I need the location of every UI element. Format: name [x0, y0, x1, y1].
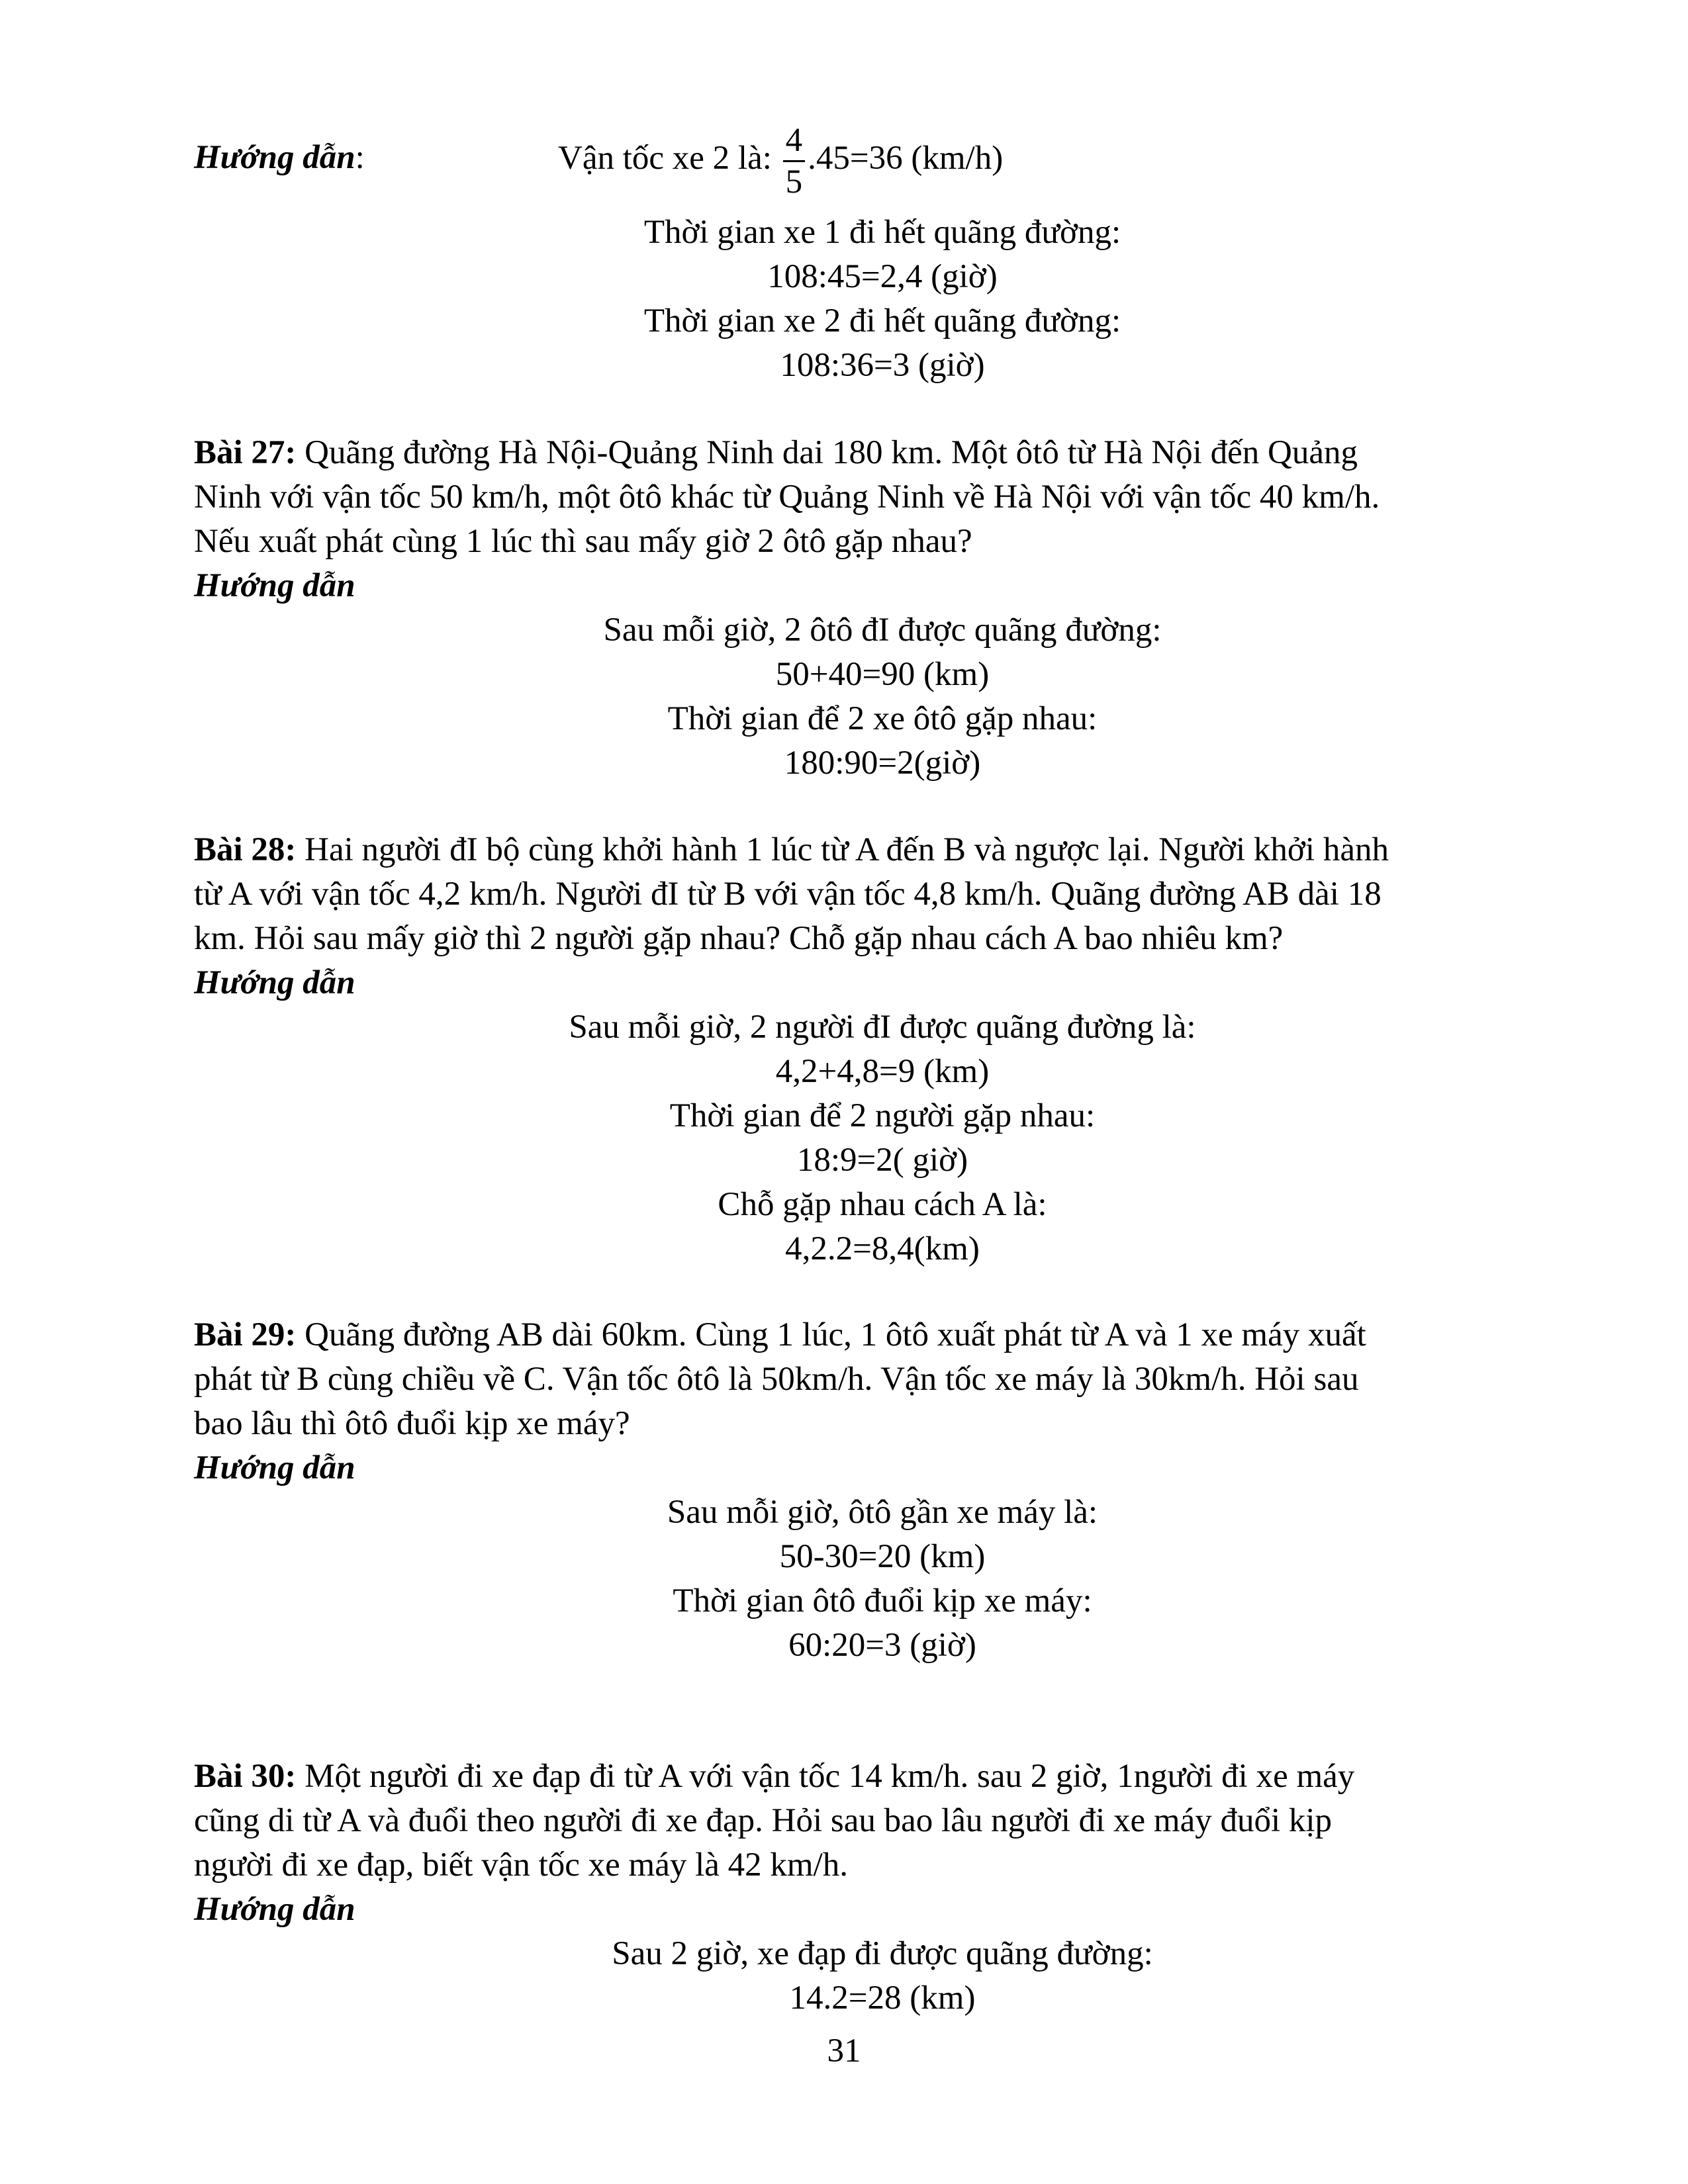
solution-line: 108:45=2,4 (giờ) [767, 258, 998, 295]
problem-title: Bài 29: [194, 1316, 297, 1353]
problem-text-line: cũng di từ A và đuổi theo người đi xe đạp. Hỏi sau bao lâu người đi xe máy đuổi kịp [194, 1802, 1333, 1839]
solution-line: Thời gian xe 1 đi hết quãng đường: [643, 214, 1121, 251]
guide-label: Hướng dẫn [194, 1449, 355, 1486]
guide-label: Hướng dẫn [194, 964, 355, 1001]
fraction-numerator: 4 [783, 120, 806, 162]
problem-text-line: người đi xe đạp, biết vận tốc xe máy là 42 km/h. [194, 1846, 848, 1884]
problem-text-line: Bài 30: Một người đi xe đạp đi từ A với vận tốc 14 km/h. sau 2 giờ, 1người đi xe máy [194, 1758, 1355, 1795]
problem-title: Bài 30: [194, 1758, 297, 1795]
problem-text-line: Bài 29: Quãng đường AB dài 60km. Cùng 1 lúc, 1 ôtô xuất phát từ A và 1 xe máy xuất [194, 1316, 1366, 1353]
solution-line: 50-30=20 (km) [779, 1538, 986, 1575]
problem-text-line: bao lâu thì ôtô đuổi kịp xe máy? [194, 1405, 630, 1442]
problem-27-solution [194, 608, 1571, 786]
first-guide-solution [194, 210, 1571, 388]
solution-line: 4,2+4,8=9 (km) [775, 1053, 990, 1090]
problem-text-line: Bài 28: Hai người đI bộ cùng khởi hành 1 lúc từ A đến B và ngược lại. Người khởi hành [194, 831, 1389, 868]
guide-label: Hướng dẫn [194, 1891, 355, 1928]
guide-label: Hướng dẫn [194, 139, 355, 176]
guide-label: Hướng dẫn [194, 567, 355, 604]
solution-line: Sau mỗi giờ, 2 ôtô đI được quãng đường: [603, 612, 1162, 649]
solution-line: Thời gian để 2 người gặp nhau: [669, 1097, 1096, 1134]
problem-28 [194, 828, 1571, 1005]
problem-30 [194, 1754, 1571, 1932]
problem-29-solution [194, 1490, 1571, 1668]
solution-line: 60:20=3 (giờ) [788, 1627, 976, 1664]
problem-text-line: Nếu xuất phát cùng 1 lúc thì sau mấy giờ 2 ôtô gặp nhau? [194, 523, 972, 560]
problem-title: Bài 28: [194, 831, 297, 868]
solution-line: 50+40=90 (km) [775, 656, 990, 693]
problem-text-line: Ninh với vận tốc 50 km/h, một ôtô khác từ Quảng Ninh về Hà Nội với vận tốc 40 km/h. [194, 478, 1380, 516]
guide-colon: : [355, 139, 365, 176]
problem-text-line: Bài 27: Quãng đường Hà Nội-Quảng Ninh dai 180 km. Một ôtô từ Hà Nội đến Quảng [194, 434, 1358, 471]
problem-title: Bài 27: [194, 434, 297, 471]
solution-line: Thời gian ôtô đuổi kịp xe máy: [673, 1582, 1092, 1619]
problem-27 [194, 431, 1571, 608]
problem-30-solution [194, 1932, 1571, 2021]
solution-line: 14.2=28 (km) [789, 1979, 976, 2017]
speed-suffix: .45=36 (km/h) [808, 140, 1004, 177]
solution-line: Thời gian xe 2 đi hết quãng đường: [643, 302, 1121, 340]
fraction-denominator: 5 [785, 163, 803, 201]
fraction [783, 120, 806, 202]
solution-line: Sau mỗi giờ, 2 người đI được quãng đường là: [569, 1009, 1196, 1046]
speed-prefix: Vận tốc xe 2 là: [558, 140, 772, 177]
problem-29 [194, 1313, 1571, 1490]
page-number: 31 [827, 2032, 861, 2070]
solution-line: 180:90=2(giờ) [784, 745, 981, 782]
solution-line: 4,2.2=8,4(km) [785, 1230, 980, 1267]
problem-text-line: phát từ B cùng chiều về C. Vận tốc ôtô là 50km/h. Vận tốc xe máy là 30km/h. Hỏi sau [194, 1361, 1359, 1398]
solution-line: Thời gian để 2 xe ôtô gặp nhau: [667, 700, 1098, 737]
solution-line: 108:36=3 (giờ) [780, 347, 985, 384]
solution-line: Sau 2 giờ, xe đạp đi được quãng đường: [612, 1935, 1153, 1972]
solution-line: 18:9=2( giờ) [796, 1142, 968, 1179]
solution-line: Sau mỗi giờ, ôtô gần xe máy là: [667, 1494, 1098, 1531]
problem-text-line: km. Hỏi sau mấy giờ thì 2 người gặp nhau? Chỗ gặp nhau cách A bao nhiêu km? [194, 920, 1284, 957]
problem-28-solution [194, 1005, 1571, 1271]
problem-text-line: từ A với vận tốc 4,2 km/h. Người đI từ B với vận tốc 4,8 km/h. Quãng đường AB dài 18 [194, 876, 1382, 913]
speed-formula [558, 120, 1154, 202]
solution-line: Chỗ gặp nhau cách A là: [718, 1186, 1047, 1223]
